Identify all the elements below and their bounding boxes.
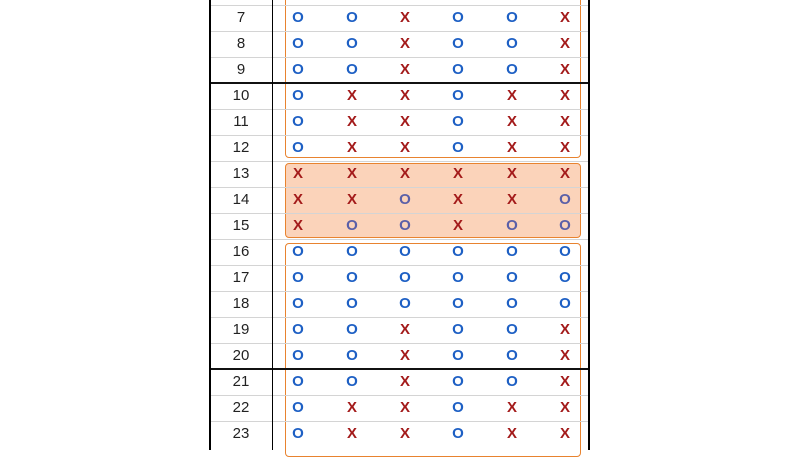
cell-mark-o[interactable]: O: [292, 113, 304, 130]
cell-mark-o[interactable]: O: [559, 243, 571, 260]
row-number[interactable]: 13: [232, 165, 250, 182]
cell-mark-x[interactable]: X: [399, 139, 410, 156]
cell-mark-o[interactable]: O: [292, 295, 304, 312]
cell-mark-o[interactable]: O: [506, 373, 518, 390]
cell-mark-o[interactable]: O: [452, 269, 464, 286]
cell-mark-x[interactable]: X: [506, 425, 517, 442]
cell-mark-x[interactable]: X: [399, 165, 410, 182]
row-number[interactable]: 19: [232, 321, 250, 338]
cell-mark-o[interactable]: O: [399, 217, 411, 234]
cell-mark-o[interactable]: O: [346, 321, 358, 338]
cell-mark-o[interactable]: O: [559, 295, 571, 312]
cell-mark-x[interactable]: X: [346, 399, 357, 416]
cell-mark-x[interactable]: X: [506, 139, 517, 156]
cell-mark-o[interactable]: O: [452, 399, 464, 416]
cell-mark-o[interactable]: O: [452, 61, 464, 78]
cell-mark-x[interactable]: X: [346, 425, 357, 442]
left-border: [209, 0, 211, 450]
cell-mark-x[interactable]: X: [346, 87, 357, 104]
cell-mark-o[interactable]: O: [506, 243, 518, 260]
cell-mark-x[interactable]: X: [399, 113, 410, 130]
cell-mark-x[interactable]: X: [559, 113, 570, 130]
cell-mark-x[interactable]: X: [559, 9, 570, 26]
cell-mark-x[interactable]: X: [559, 139, 570, 156]
cell-mark-o[interactable]: O: [292, 243, 304, 260]
row-number[interactable]: 15: [232, 217, 250, 234]
cell-mark-x[interactable]: X: [399, 35, 410, 52]
cell-mark-o[interactable]: O: [346, 35, 358, 52]
cell-mark-x[interactable]: X: [346, 113, 357, 130]
cell-mark-x[interactable]: X: [399, 321, 410, 338]
row-group-block-highlighted: [285, 163, 581, 238]
cell-mark-o[interactable]: O: [346, 217, 358, 234]
cell-mark-x[interactable]: X: [292, 217, 303, 234]
cell-mark-x[interactable]: X: [506, 113, 517, 130]
cell-mark-o[interactable]: O: [346, 347, 358, 364]
cell-mark-x[interactable]: X: [452, 191, 463, 208]
cell-mark-x[interactable]: X: [399, 9, 410, 26]
cell-mark-o[interactable]: O: [292, 139, 304, 156]
cell-mark-o[interactable]: O: [346, 9, 358, 26]
cell-mark-x[interactable]: X: [559, 35, 570, 52]
row-number[interactable]: 18: [232, 295, 250, 312]
cell-mark-o[interactable]: O: [452, 295, 464, 312]
cell-mark-o[interactable]: O: [506, 217, 518, 234]
cell-mark-o[interactable]: O: [506, 35, 518, 52]
row-group-block-bottom: [285, 243, 581, 457]
cell-mark-x[interactable]: X: [399, 61, 410, 78]
cell-mark-x[interactable]: X: [346, 191, 357, 208]
cell-mark-o[interactable]: O: [292, 321, 304, 338]
cell-mark-o[interactable]: O: [292, 61, 304, 78]
row-number[interactable]: 11: [233, 113, 249, 130]
cell-mark-x[interactable]: X: [559, 425, 570, 442]
cell-mark-o[interactable]: O: [292, 35, 304, 52]
cell-mark-o[interactable]: O: [452, 139, 464, 156]
row-number[interactable]: 20: [232, 347, 250, 364]
cell-mark-o[interactable]: O: [452, 243, 464, 260]
cell-mark-x[interactable]: X: [452, 165, 463, 182]
cell-mark-o[interactable]: O: [506, 347, 518, 364]
cell-mark-x[interactable]: X: [399, 87, 410, 104]
cell-mark-x[interactable]: X: [292, 191, 303, 208]
cell-mark-x[interactable]: X: [346, 139, 357, 156]
cell-mark-x[interactable]: X: [399, 347, 410, 364]
cell-mark-x[interactable]: X: [559, 347, 570, 364]
cell-mark-o[interactable]: O: [292, 269, 304, 286]
row-number[interactable]: 8: [236, 35, 246, 52]
row-number[interactable]: 14: [232, 191, 250, 208]
row-number-divider: [272, 0, 273, 450]
cell-mark-x[interactable]: X: [506, 87, 517, 104]
row-number[interactable]: 23: [232, 425, 250, 442]
right-border: [588, 0, 590, 450]
cell-mark-o[interactable]: O: [506, 269, 518, 286]
cell-mark-o[interactable]: O: [292, 9, 304, 26]
row-number[interactable]: 16: [232, 243, 250, 260]
cell-mark-o[interactable]: O: [452, 87, 464, 104]
cell-mark-o[interactable]: O: [399, 269, 411, 286]
row-number[interactable]: 22: [232, 399, 250, 416]
cell-mark-o[interactable]: O: [559, 191, 571, 208]
row-number[interactable]: 17: [232, 269, 250, 286]
cell-mark-x[interactable]: X: [559, 87, 570, 104]
cell-mark-x[interactable]: X: [292, 165, 303, 182]
cell-mark-x[interactable]: X: [346, 165, 357, 182]
cell-mark-o[interactable]: O: [346, 243, 358, 260]
cell-mark-x[interactable]: X: [399, 373, 410, 390]
cell-mark-x[interactable]: X: [506, 165, 517, 182]
cell-mark-o[interactable]: O: [346, 373, 358, 390]
cell-mark-x[interactable]: X: [506, 191, 517, 208]
cell-mark-o[interactable]: O: [506, 9, 518, 26]
cell-mark-o[interactable]: O: [452, 9, 464, 26]
row-number[interactable]: 12: [232, 139, 250, 156]
cell-mark-o[interactable]: O: [506, 295, 518, 312]
cell-mark-o[interactable]: O: [292, 425, 304, 442]
cell-mark-o[interactable]: O: [346, 61, 358, 78]
cell-mark-x[interactable]: X: [559, 321, 570, 338]
row-number[interactable]: 9: [236, 61, 246, 78]
cell-mark-o[interactable]: O: [292, 399, 304, 416]
row-number[interactable]: 21: [232, 373, 250, 390]
cell-mark-o[interactable]: O: [346, 269, 358, 286]
cell-mark-o[interactable]: O: [506, 321, 518, 338]
cell-mark-o[interactable]: O: [452, 373, 464, 390]
cell-mark-o[interactable]: O: [452, 321, 464, 338]
cell-mark-x[interactable]: X: [559, 373, 570, 390]
cell-mark-o[interactable]: O: [559, 217, 571, 234]
cell-mark-o[interactable]: O: [292, 347, 304, 364]
cell-mark-o[interactable]: O: [292, 373, 304, 390]
cell-mark-x[interactable]: X: [399, 425, 410, 442]
cell-mark-o[interactable]: O: [452, 35, 464, 52]
cell-mark-x[interactable]: X: [559, 399, 570, 416]
row-number[interactable]: 7: [236, 9, 246, 26]
cell-mark-o[interactable]: O: [452, 113, 464, 130]
cell-mark-x[interactable]: X: [506, 399, 517, 416]
cell-mark-o[interactable]: O: [452, 347, 464, 364]
cell-mark-o[interactable]: O: [399, 295, 411, 312]
cell-mark-o[interactable]: O: [399, 191, 411, 208]
row-number[interactable]: 10: [232, 87, 250, 104]
cell-mark-o[interactable]: O: [292, 87, 304, 104]
cell-mark-o[interactable]: O: [559, 269, 571, 286]
cell-mark-o[interactable]: O: [506, 61, 518, 78]
cell-mark-o[interactable]: O: [452, 425, 464, 442]
cell-mark-o[interactable]: O: [399, 243, 411, 260]
cell-mark-x[interactable]: X: [559, 61, 570, 78]
cell-mark-x[interactable]: X: [399, 399, 410, 416]
cell-mark-x[interactable]: X: [559, 165, 570, 182]
cell-mark-x[interactable]: X: [452, 217, 463, 234]
cell-mark-o[interactable]: O: [346, 295, 358, 312]
